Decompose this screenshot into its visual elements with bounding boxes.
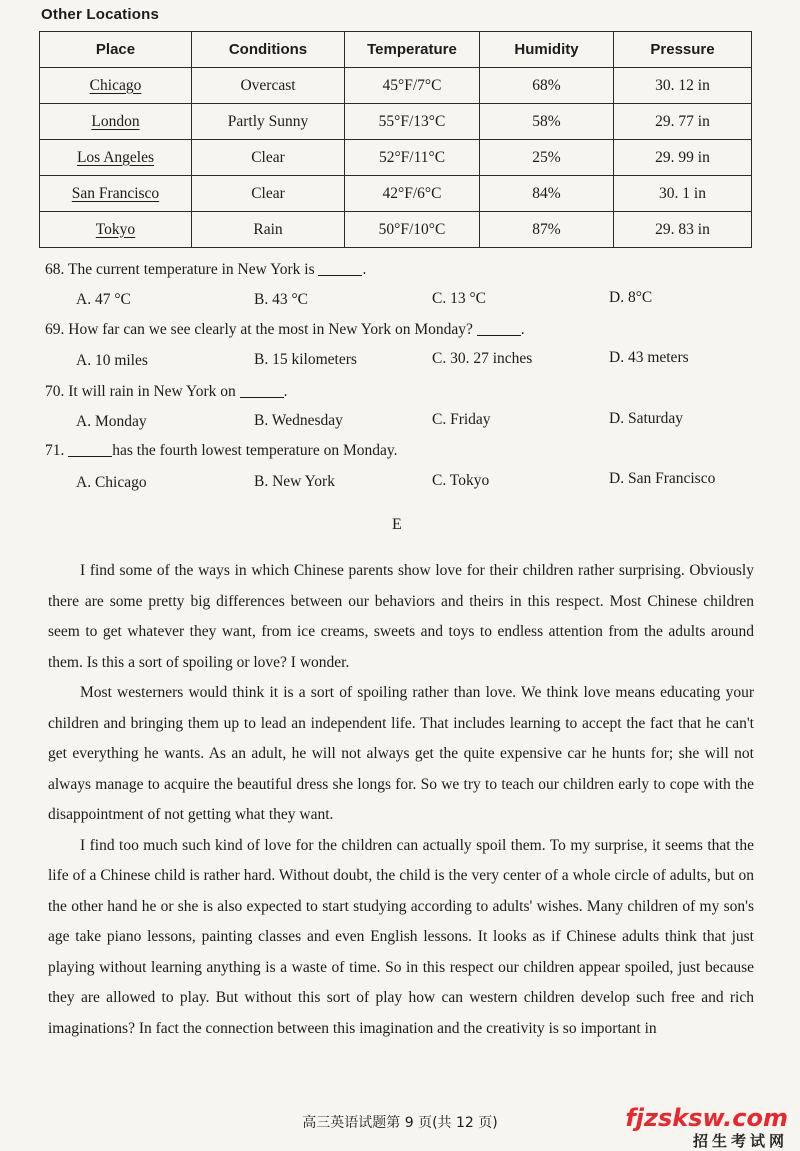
table-header-row [40,32,752,68]
option-71-b: B. New York [254,473,335,490]
conditions-cell: Partly Sunny [192,104,345,140]
option-68-c: C. 13 °C [432,290,487,307]
place-name: Los Angeles [76,148,155,166]
humidity-cell: 58% [480,104,614,140]
page-footer: 高三英语试题第 9 页(共 12 页) [302,1115,498,1131]
conditions-cell: Clear [192,140,345,176]
watermark-text: 招生考试网 [692,1132,788,1150]
humidity-cell: 87% [480,212,614,248]
pressure-cell: 30. 12 in [614,68,752,104]
pressure-cell: 30. 1 in [614,176,752,212]
option-69-d: D. 43 meters [609,349,689,366]
option-70-a: A. Monday [76,413,147,430]
reading-passage [48,556,754,1044]
answer-blank [240,397,284,398]
option-69-a: A. 10 miles [76,352,148,369]
option-68-d: D. 8°C [609,289,653,306]
answer-blank [68,456,112,457]
paragraph-1: I find some of the ways in which Chinese parents show love for their children rather surprising. Obviously there are some pretty big differences between our behaviors and theirs in this respect. Most Chinese children seem to get whatever they want, from ice creams, sweets and toys to endless attention from the adults around them. Is this a sort of spoiling or love? I wonder. [48,562,754,671]
temperature-cell: 55°F/13°C [345,104,480,140]
place-cell [40,176,192,212]
place-name: San Francisco [71,184,160,202]
option-70-d: D. Saturday [609,410,684,427]
place-cell [40,212,192,248]
paragraph-2: Most westerners would think it is a sort of spoiling rather than love. We think love means educating your children and bringing them up to lead an independent life. That includes learning to accept the fact that he can't get everything he wants. As an adult, he will not always get the quite expensive car he hunts for; she will not always manage to acquire the beautiful dress she longs for. So we try to teach our children early to cope with the disappointment of not getting what they want. [48,684,754,823]
pressure-cell: 29. 77 in [614,104,752,140]
question-text: 68. The current temperature in New York is [45,261,319,278]
pressure-cell: 29. 99 in [614,140,752,176]
option-68-a: A. 47 °C [76,291,131,308]
conditions-cell: Clear [192,176,345,212]
place-name: Chicago [89,76,142,94]
passage-heading: E [392,516,402,533]
header-pressure: Pressure [614,32,752,68]
place-cell [40,104,192,140]
table-row [40,140,752,176]
option-69-b: B. 15 kilometers [254,351,357,368]
temperature-cell: 42°F/6°C [345,176,480,212]
question-text-end: . [283,383,288,400]
question-text: 69. How far can we see clearly at the most in New York on Monday? [45,321,477,338]
table-row [40,212,752,248]
watermark-url: fjzsksw.com [625,1104,788,1132]
conditions-cell: Overcast [192,68,345,104]
weather-table [39,31,752,248]
answer-blank [477,335,521,336]
header-place: Place [40,32,192,68]
question-text: 71. [45,442,69,459]
option-71-c: C. Tokyo [432,472,490,489]
option-71-a: A. Chicago [76,474,147,491]
temperature-cell: 45°F/7°C [345,68,480,104]
humidity-cell: 68% [480,68,614,104]
paragraph-3: I find too much such kind of love for the children can actually spoil them. To my surprise, it seems that the life of a Chinese child is rather hard. Without doubt, the child is the very center of a whole circle of adults, but on the other hand he or she is also expected to start studying according to adults' wishes. Many children of my son's age take piano lessons, painting classes and even English lessons. It looks as if Chinese adults think that just playing without learning anything is a waste of time. So in this respect our children appear spoiled, just because they are allowed to play. But without this sort of play how can western children develop such free and rich imaginations? In fact the connection between this imagination and the creativity is so important in [48,836,754,1037]
question-69 [45,321,525,339]
temperature-cell: 52°F/11°C [345,140,480,176]
conditions-cell: Rain [192,212,345,248]
place-name: Tokyo [95,220,136,238]
place-name: London [91,112,140,130]
table-row [40,68,752,104]
question-text-end: . [362,261,367,278]
question-70 [45,383,287,401]
header-temperature: Temperature [345,32,480,68]
option-70-c: C. Friday [432,411,491,428]
table-row [40,104,752,140]
watermark [625,1106,788,1151]
table-row [40,176,752,212]
pressure-cell: 29. 83 in [614,212,752,248]
question-71 [45,442,398,460]
temperature-cell: 50°F/10°C [345,212,480,248]
header-conditions: Conditions [192,32,345,68]
question-text-end: has the fourth lowest temperature on Monday. [112,442,398,459]
answer-blank [318,275,362,276]
option-69-c: C. 30. 27 inches [432,350,533,367]
place-cell [40,68,192,104]
question-68 [45,261,366,279]
place-cell [40,140,192,176]
table-title: Other Locations [41,6,160,23]
option-71-d: D. San Francisco [609,470,716,487]
header-humidity: Humidity [480,32,614,68]
question-text: 70. It will rain in New York on [45,383,240,400]
option-70-b: B. Wednesday [254,412,343,429]
humidity-cell: 25% [480,140,614,176]
humidity-cell: 84% [480,176,614,212]
option-68-b: B. 43 °C [254,291,309,308]
question-text-end: . [520,321,525,338]
